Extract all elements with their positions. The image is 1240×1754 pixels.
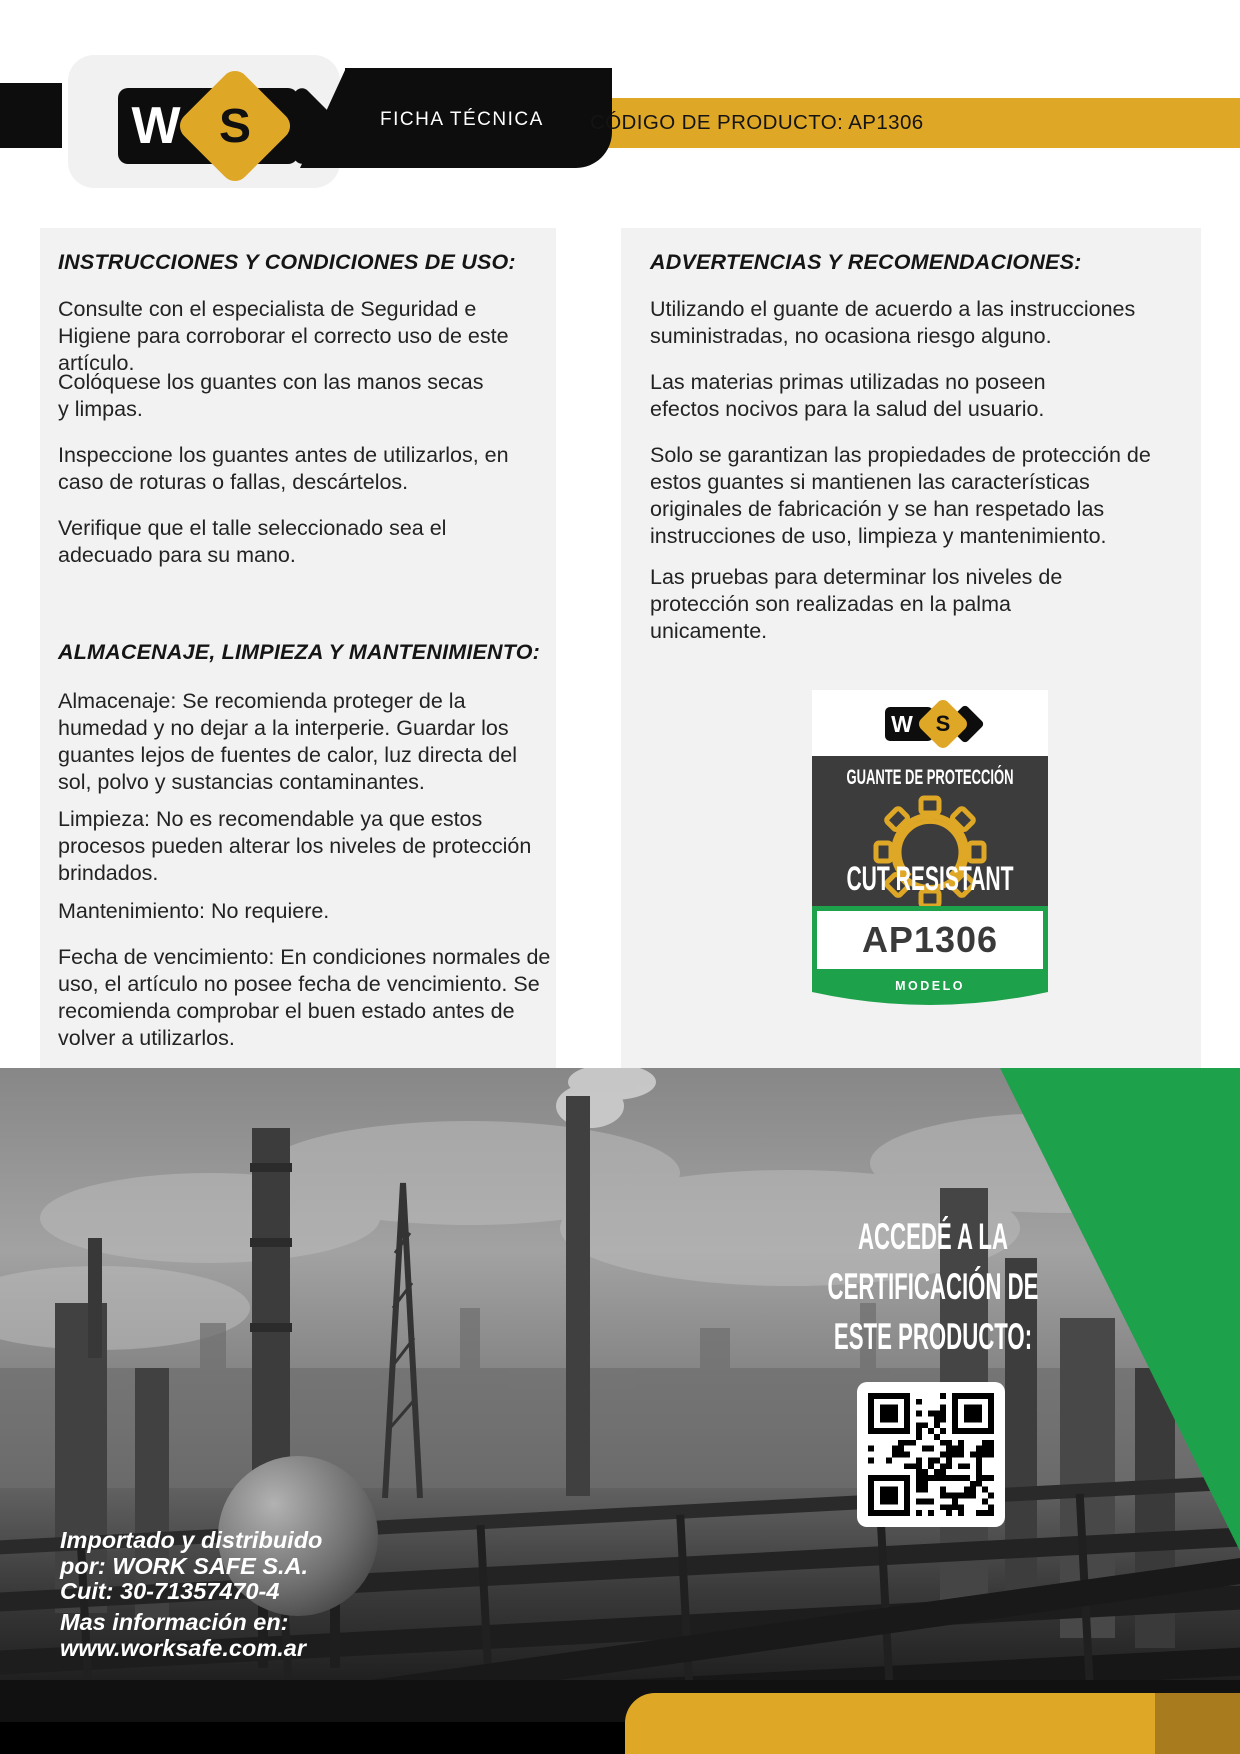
storage-paragraph: Fecha de vencimiento: En condiciones normales de uso, el artículo no posee fecha de vencimiento. Se recomienda comprobar el buen estado antes de volver a utilizarlos.: [58, 945, 551, 1050]
warnings-paragraph: Las pruebas para determinar los niveles de protección son realizadas en la palma unicamente.: [650, 565, 1063, 643]
badge-model-code: AP1306: [861, 919, 999, 960]
certification-cta: [733, 1212, 1133, 1362]
ws-logo-letter-w: W: [131, 97, 181, 155]
product-code-label: CÓDIGO DE PRODUCTO: AP1306: [590, 111, 924, 134]
website-link[interactable]: www.worksafe.com.ar: [60, 1634, 306, 1661]
warnings-heading: ADVERTENCIAS Y RECOMENDACIONES:: [650, 250, 1082, 274]
importer-info: [60, 1528, 322, 1605]
cta-line: ACCEDÉ A LA: [857, 1216, 1009, 1257]
qr-modules: [868, 1393, 994, 1516]
importer-line: por: WORK SAFE S.A.: [60, 1552, 309, 1579]
usage-paragraph: Consulte con el especialista de Seguridad e Higiene para corroborar el correcto uso de este artículo.: [58, 297, 509, 375]
usage-paragraph: Inspeccione los guantes antes de utilizarlos, en caso de roturas o fallas, descártelos.: [58, 443, 509, 494]
usage-heading: INSTRUCCIONES Y CONDICIONES DE USO:: [58, 250, 516, 274]
more-info: [60, 1610, 306, 1661]
footer-yellow-bar: [625, 1693, 1240, 1754]
cta-line: CERTIFICACIÓN DE: [827, 1266, 1039, 1307]
header-left-band: [0, 83, 62, 148]
more-info-line: Mas información en:: [60, 1609, 289, 1635]
storage-paragraph: Limpieza: No es recomendable ya que estos procesos pueden alterar los niveles de protección brindados.: [58, 807, 532, 885]
badge-dark-section: [812, 756, 1048, 906]
qr-code: [857, 1382, 1005, 1527]
badge-ws-letter-s: S: [935, 711, 951, 736]
usage-paragraph: Verifique que el talle seleccionado sea el adecuado para su mano.: [58, 516, 447, 567]
ficha-tecnica-label: FICHA TÉCNICA: [380, 109, 544, 130]
warnings-paragraph: Solo se garantizan las propiedades de protección de estos guantes si mantienen las características originales de fabricación y se han respetado las instrucciones de uso, limpieza y mantenimiento.: [650, 443, 1151, 548]
footer-darkgold-bar: [1155, 1693, 1240, 1754]
badge-cut-resistant-label: CUT RESISTANT: [846, 860, 1014, 898]
storage-paragraph: Mantenimiento: No requiere.: [58, 899, 330, 923]
footer-black-bar: [0, 1722, 625, 1754]
importer-line: Cuit: 30-71357470-4: [60, 1578, 280, 1604]
badge-ws-letter-w: W: [891, 710, 913, 737]
warnings-paragraph: Las materias primas utilizadas no poseen efectos nocivos para la salud del usuario.: [650, 370, 1046, 421]
importer-line: Importado y distribuido: [60, 1527, 323, 1553]
badge-model-label: MODELO: [895, 979, 965, 993]
warnings-paragraph: Utilizando el guante de acuerdo a las instrucciones suministradas, no ocasiona riesgo alguno.: [650, 297, 1136, 348]
storage-paragraph: Almacenaje: Se recomienda proteger de la humedad y no dejar a la interperie. Guardar los guantes lejos de fuentes de calor, luz directa del sol, polvo y sustancias contaminantes.: [58, 689, 517, 794]
badge-model-code-box: [812, 906, 1048, 974]
cta-line: ESTE PRODUCTO:: [833, 1316, 1033, 1357]
usage-paragraph: Colóquese los guantes con las manos secas y limpas.: [58, 370, 484, 421]
ws-logo-letter-s: S: [218, 99, 251, 153]
storage-heading: ALMACENAJE, LIMPIEZA Y MANTENIMIENTO:: [58, 640, 541, 664]
badge-title: GUANTE DE PROTECCIÓN: [846, 766, 1014, 789]
